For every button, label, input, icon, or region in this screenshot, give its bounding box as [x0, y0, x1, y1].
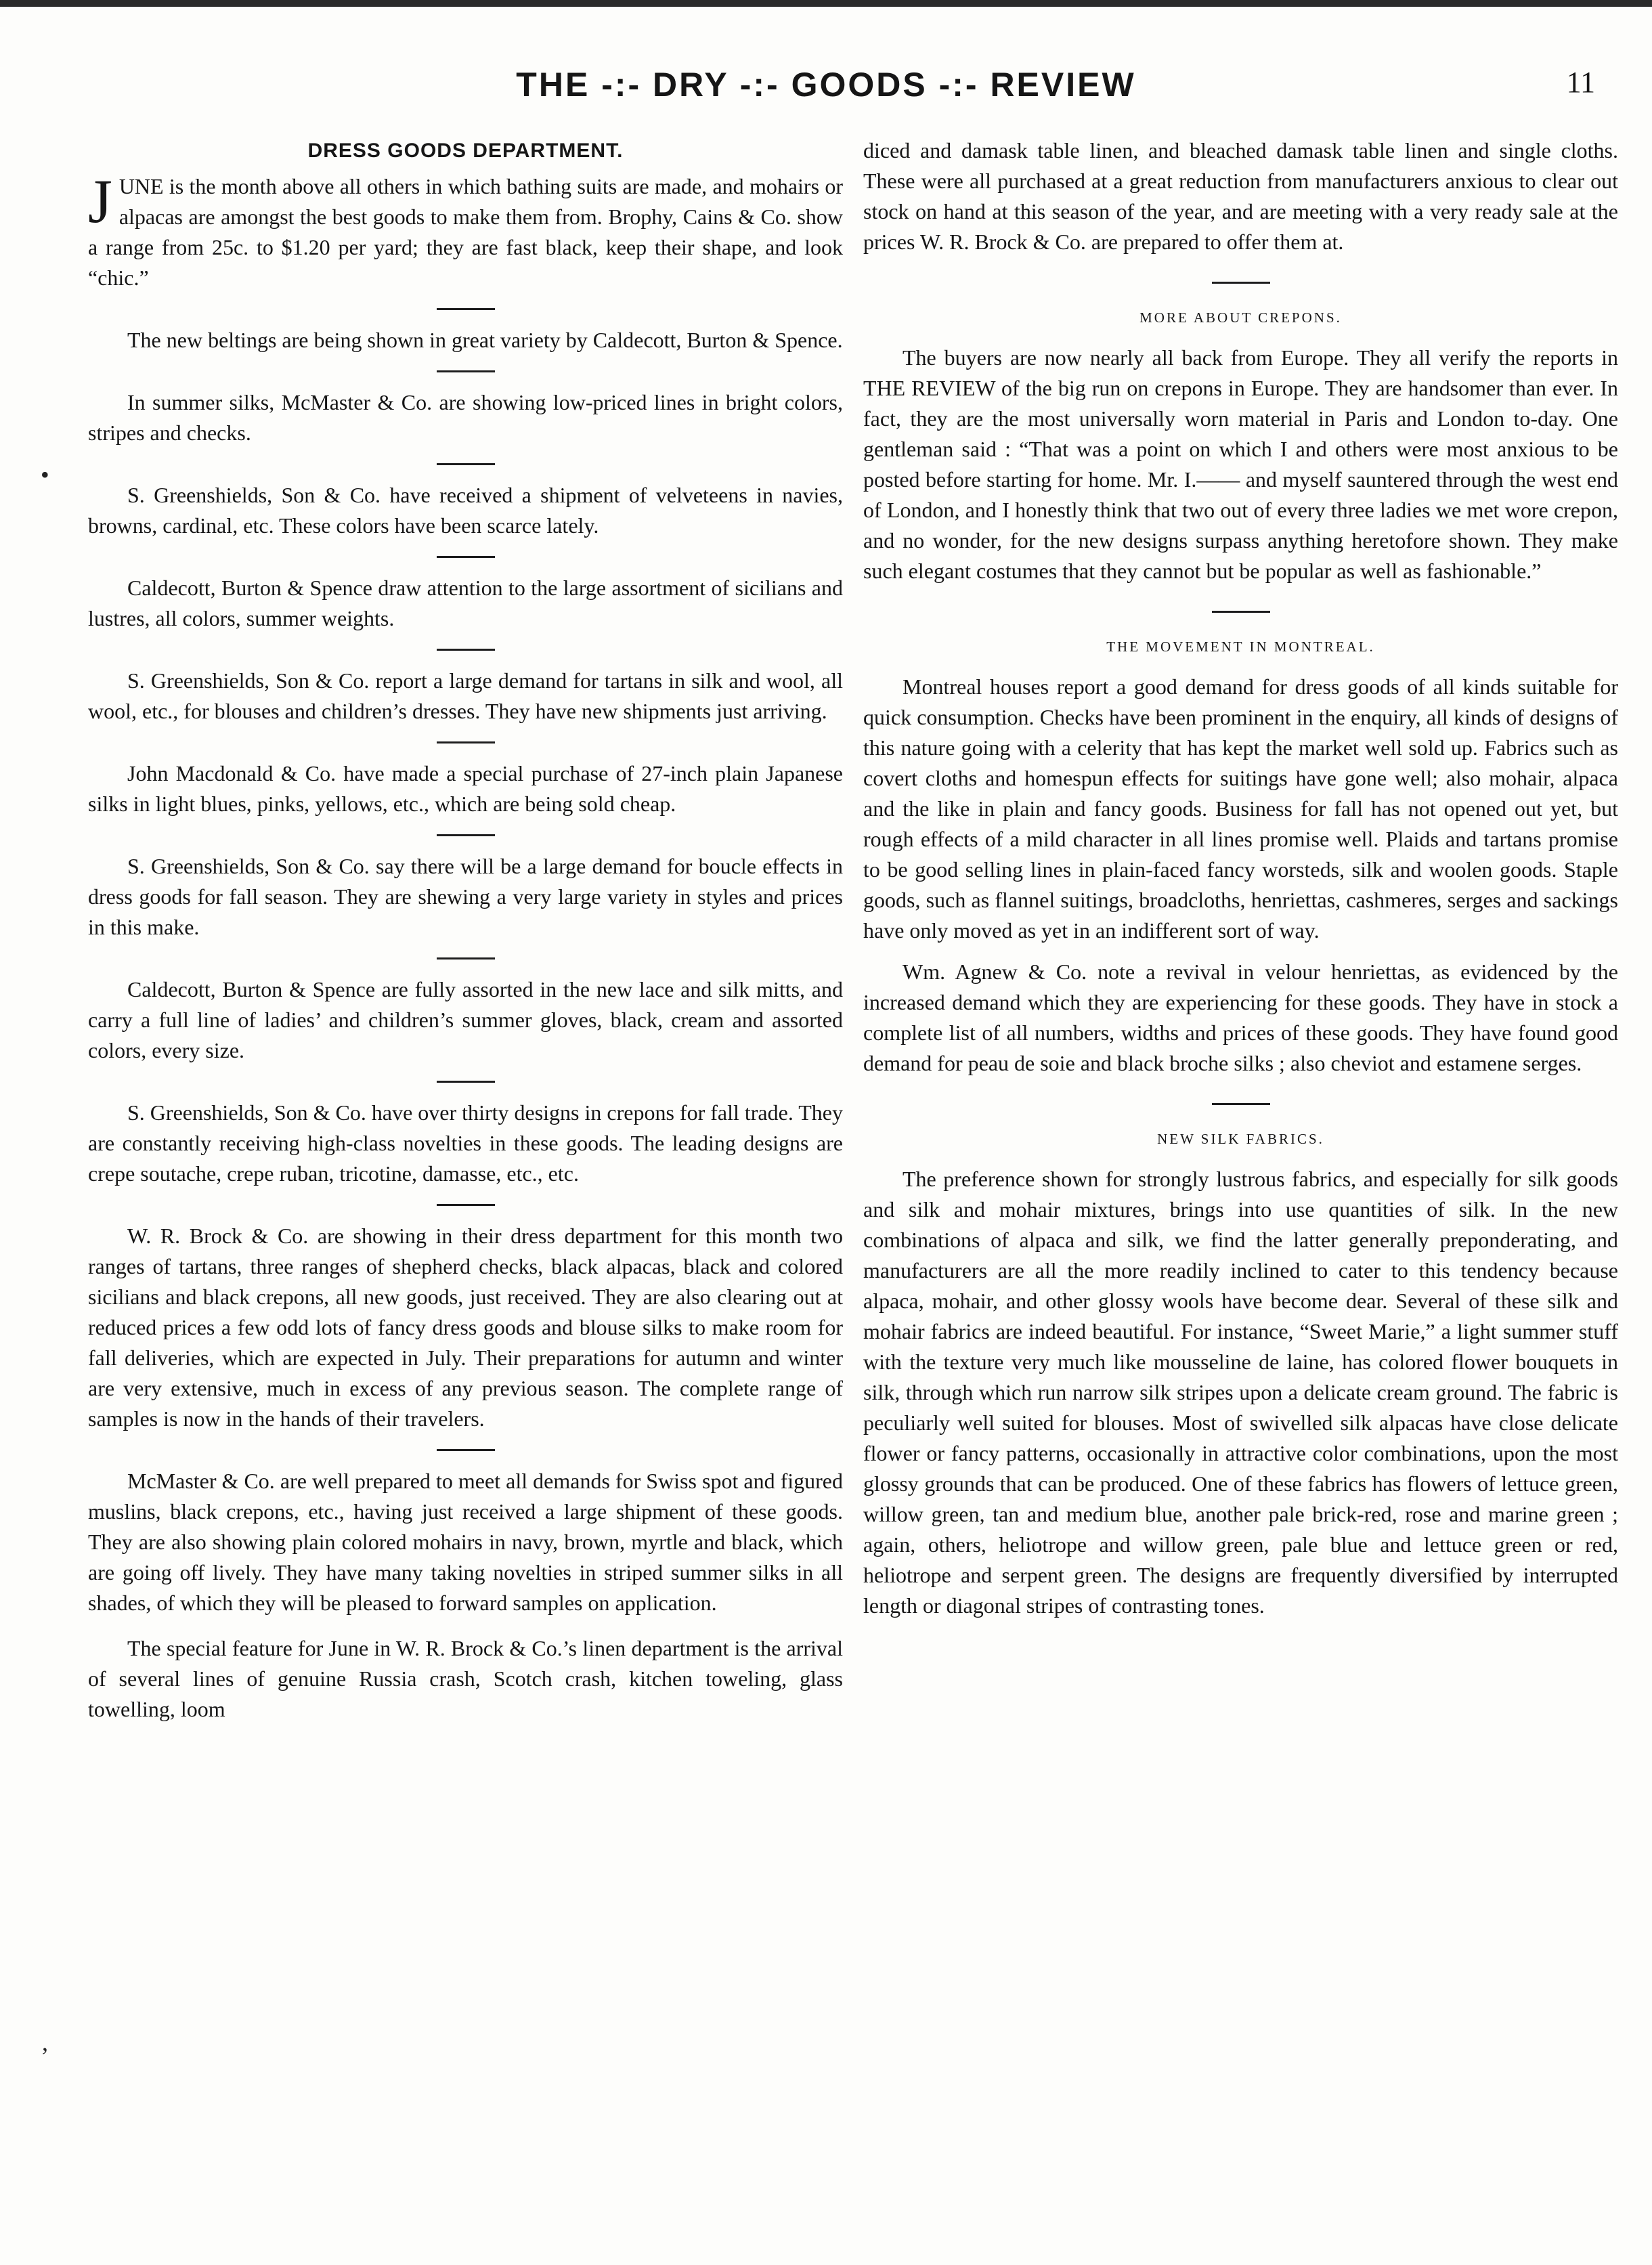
- subheading-silk: NEW SILK FABRICS.: [1157, 1131, 1324, 1147]
- news-paragraph: Montreal houses report a good demand for dress goods of all kinds suitable for quick consumption. Checks have been prominent in the enquiry, all kinds of designs of this nature going with a celerity that has kept the market well sold up. Fabrics such as covert cloths and homespun effects for suitings have gone well; also mohair, alpaca and the like in plain and fancy goods. Business for fall has not opened out yet, but rough effects of a mild character in all lines promise well. Plaids and tartans promise to be good selling lines in plain-faced fancy worsteds, silk and woolen goods. Staple goods, such as flannel suitings, broadcloths, henriettas, cashmeres, serges and sackings have only moved as yet in an indifferent sort of way.: [863, 674, 1618, 943]
- section-divider: [437, 834, 495, 836]
- news-paragraph: The preference shown for strongly lustrous fabrics, and especially for silk goods and silk and mohair mixtures, brings into use quantities of silk. In the new combinations of alpaca and silk, we find the latter generally preponderating, and manufacturers are all the more readily inclined to cater to this tendency because alpaca, mohair, and other glossy wools have become dear. Several of these silk and mohair fabrics are indeed beautiful. For instance, “Sweet Marie,” a light summer stuff with the texture very much like mousseline de laine, has colored flower bouquets in silk, through which run narrow silk stripes upon a delicate cream ground. The fabric is peculiarly well suited for blouses. Most of swivelled silk alpacas have close delicate flower or fancy patterns, occasionally in attractive color combinations, upon the most glossy grounds that can be produced. One of these fabrics has flowers of lettuce green, willow green, tan and medium blue, another pale brick-red, rose and marine green ; again, others, heliotrope and willow green, pale blue and lettuce green or red, heliotrope and serpent green. The designs are frequently diversified by interrupted length or diagonal stripes of contrasting tones.: [863, 1167, 1618, 1618]
- news-paragraph: McMaster & Co. are well prepared to meet all demands for Swiss spot and figured muslins, black crepons, etc., having just received a large shipment of these goods. They are also showing plain colored mohairs in navy, brown, myrtle and black, which are going off lively. They have many taking novelties in striped summer silks in all shades, of which they will be pleased to forward samples on application.: [88, 1469, 843, 1615]
- section-divider: [437, 649, 495, 651]
- news-paragraph: S. Greenshields, Son & Co. have over thirty designs in crepons for fall trade. They are constantly receiving high-class novelties in these goods. The leading designs are crepe soutache, crepe ruban, tricotine, damasse, etc., etc.: [88, 1100, 843, 1186]
- news-paragraph: In summer silks, McMaster & Co. are showing low-priced lines in bright colors, stripes and checks.: [88, 390, 843, 445]
- section-divider: [437, 1081, 495, 1083]
- left-column: [88, 135, 843, 1725]
- subheading-montreal: THE MOVEMENT IN MONTREAL.: [1106, 639, 1375, 655]
- top-border-rule: [0, 0, 1652, 7]
- section-divider: [437, 957, 495, 959]
- department-title: DRESS GOODS DEPARTMENT.: [307, 139, 624, 162]
- news-paragraph: Caldecott, Burton & Spence draw attention to the large assortment of sicilians and lustres, all colors, summer weights.: [88, 576, 843, 630]
- news-paragraph: W. R. Brock & Co. are showing in their dress department for this month two ranges of tartans, three ranges of shepherd checks, black alpacas, black and colored sicilians and black crepons, all new goods, just received. They are also clearing out at reduced prices a few odd lots of fancy dress goods and blouse silks to make room for fall deliveries, which are expected in July. Their preparations for autumn and winter are very extensive, much in excess of any previous season. The complete range of samples is now in the hands of their travelers.: [88, 1224, 843, 1431]
- intro-paragraph: [88, 167, 843, 293]
- section-divider: [1212, 1103, 1270, 1105]
- continued-paragraph: diced and damask table linen, and bleached damask table linen and single cloths. These were all purchased at a great reduction from manufacturers anxious to clear out stock on hand at this season of the year, and are meeting with a very ready sale at the prices W. R. Brock & Co. are prepared to offer them at.: [863, 138, 1618, 254]
- news-paragraph: S. Greenshields, Son & Co. say there will be a large demand for boucle effects in dress goods for fall season. They are shewing a very large variety in styles and prices in this make.: [88, 854, 843, 939]
- publication-title: THE -:- DRY -:- GOODS -:- REVIEW: [516, 66, 1136, 104]
- drop-cap: J: [88, 167, 112, 236]
- news-paragraph: The new beltings are being shown in great variety by Caldecott, Burton & Spence.: [127, 328, 843, 352]
- intro-text: UNE is the month above all others in which bathing suits are made, and mohairs or alpacas are amongst the best goods to make them from. Brophy, Cains & Co. show a range from 25c. to $1.20 per yard; they are fast black, keep their shape, and look “chic.”: [88, 174, 843, 290]
- section-divider: [437, 370, 495, 372]
- section-divider: [437, 308, 495, 310]
- section-divider: [437, 741, 495, 743]
- news-paragraph: Wm. Agnew & Co. note a revival in velour henriettas, as evidenced by the increased demand which they are experiencing for these goods. They have in stock a complete list of all numbers, widths and prices of these goods. They have found good demand for peau de soie and black broche silks ; also cheviot and estamene serges.: [863, 959, 1618, 1075]
- news-paragraph: S. Greenshields, Son & Co. report a large demand for tartans in silk and wool, all wool, etc., for blouses and children’s dresses. They have new shipments just arriving.: [88, 668, 843, 723]
- news-paragraph: Caldecott, Burton & Spence are fully assorted in the new lace and silk mitts, and carry a full line of ladies’ and children’s summer gloves, black, cream and assorted colors, every size.: [88, 977, 843, 1062]
- page-number: 11: [1566, 66, 1595, 99]
- section-divider: [437, 556, 495, 558]
- right-column: [863, 135, 1618, 1621]
- subheading-crepons: MORE ABOUT CREPONS.: [1139, 309, 1342, 326]
- section-divider: [1212, 611, 1270, 613]
- margin-dot: ,: [42, 2029, 48, 2056]
- news-paragraph: The buyers are now nearly all back from Europe. They all verify the reports in THE REVIEW of the big run on crepons in Europe. They are handsomer than ever. In fact, they are the most universally worn material in Paris and London to-day. One gentleman said : “That was a point on which I and others were most anxious to be posted before starting for home. Mr. I.—— and myself sauntered through the west end of London, and I honestly think that two out of every three ladies we met wore crepon, and no wonder, for the new designs surpass anything heretofore shown. They make such elegant costumes that they cannot but be popular as well as fashionable.”: [863, 345, 1618, 583]
- news-paragraph: S. Greenshields, Son & Co. have received a shipment of velveteens in navies, browns, cardinal, etc. These colors have been scarce lately.: [88, 483, 843, 538]
- news-paragraph: The special feature for June in W. R. Brock & Co.’s linen department is the arrival of several lines of genuine Russia crash, Scotch crash, kitchen toweling, glass towelling, loom: [88, 1636, 843, 1721]
- section-divider: [437, 1449, 495, 1451]
- section-divider: [1212, 282, 1270, 284]
- page-header: [0, 62, 1652, 116]
- section-divider: [437, 1204, 495, 1206]
- news-paragraph: John Macdonald & Co. have made a special purchase of 27-inch plain Japanese silks in light blues, pinks, yellows, etc., which are being sold cheap.: [88, 761, 843, 816]
- section-divider: [437, 463, 495, 465]
- margin-dot: •: [41, 461, 49, 488]
